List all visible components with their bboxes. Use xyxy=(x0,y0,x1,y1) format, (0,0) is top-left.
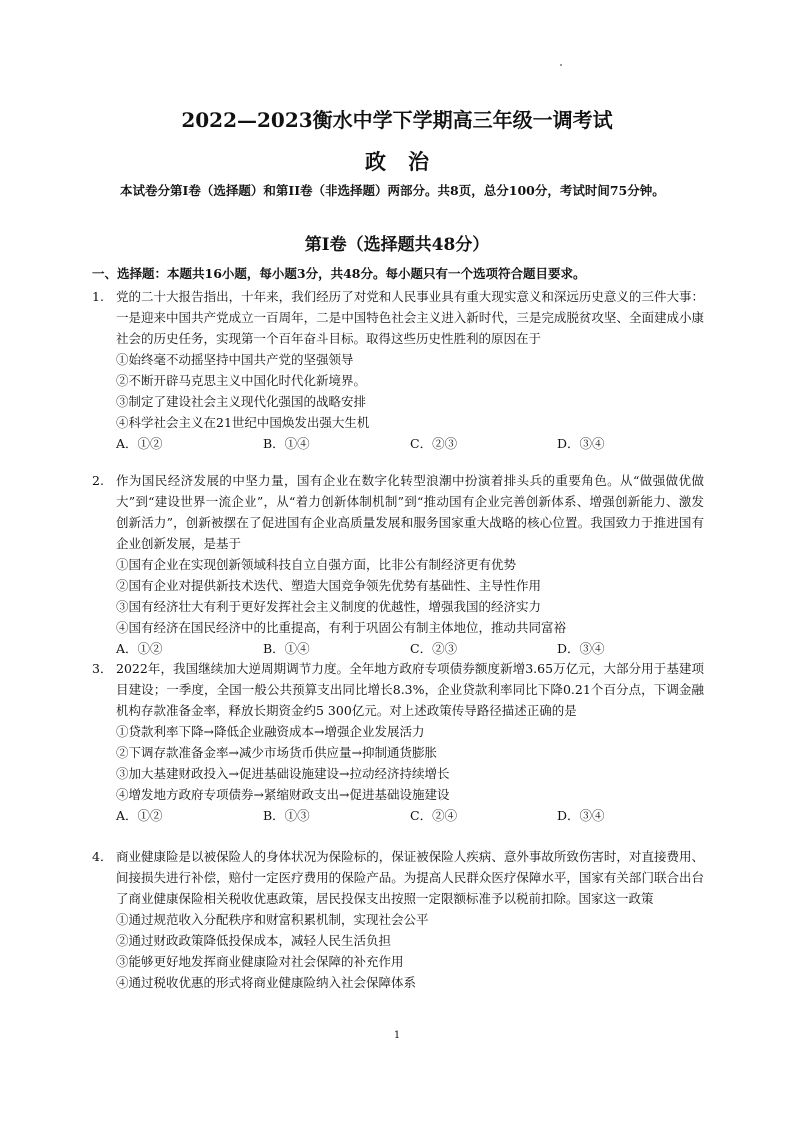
statement-option: ④通过税收优惠的形式将商业健康险纳入社会保障体系 xyxy=(116,975,417,990)
question-text: 党的二十大报告指出，十年来，我们经历了对党和人民事业具有重大现实意义和深远历史意义的三件大事：一是迎来中国共产党成立一百周年，二是中国特色社会主义进入新时代，三是完成脱贫攻坚、全面建成小康社会的历史任务，实现第一个百年奋斗目标。取得这些历史性胜利的原因在于 xyxy=(116,289,704,346)
question-number: 2. xyxy=(92,473,104,488)
choice-d: D．③④ xyxy=(557,436,605,451)
statement-option: ②通过财政政策降低投保成本，减轻人民生活负担 xyxy=(116,933,392,948)
section-title: 第I卷（选择题共48分） xyxy=(304,235,490,255)
choice-a: A．①② xyxy=(116,641,163,656)
question-number: 1. xyxy=(92,289,104,304)
choice-d: D．③④ xyxy=(557,808,605,823)
question-stem xyxy=(92,470,704,554)
question-2 xyxy=(92,470,704,659)
answer-choices xyxy=(92,433,704,454)
subject-title: 政治 xyxy=(365,149,451,174)
statement-option: ③国有经济壮大有利于更好发挥社会主义制度的优越性，增强我国的经济实力 xyxy=(116,599,542,614)
statement-option: ②不断开辟马克思主义中国化时代化新境界。 xyxy=(116,373,367,388)
statement-option: ③制定了建设社会主义现代化强国的战略安排 xyxy=(116,394,367,409)
statement-option: ①通过规范收入分配秩序和财富积累机制，实现社会公平 xyxy=(116,912,429,927)
choice-a: A．①② xyxy=(116,808,163,823)
statement-option: ③加大基建财政投入→促进基础设施建设→拉动经济持续增长 xyxy=(116,766,450,781)
statement-option: ①始终毫不动摇坚持中国共产党的坚强领导 xyxy=(116,352,354,367)
choice-c: C．②③ xyxy=(410,641,458,656)
choice-c: C．②④ xyxy=(410,808,458,823)
choice-b: B．①④ xyxy=(263,436,310,451)
statement-option: ③能够更好地发挥商业健康险对社会保障的补充作用 xyxy=(116,954,404,969)
question-number: 3． xyxy=(92,661,113,676)
statement-option: ①国有企业在实现创新领域科技自立自强方面，比非公有制经济更有优势 xyxy=(116,557,517,572)
statement-option: ④科学社会主义在21世纪中国焕发出强大生机 xyxy=(116,415,370,430)
question-number: 4． xyxy=(92,849,113,864)
choice-a: A．①② xyxy=(116,436,163,451)
choice-c: C．②③ xyxy=(410,436,458,451)
exam-intro: 本试卷分第I卷（选择题）和第II卷（非选择题）两部分。共8页，总分100分，考试时间75分钟。 xyxy=(120,183,665,198)
answer-choices xyxy=(92,638,704,659)
choice-d: D．③④ xyxy=(557,641,605,656)
statement-option: ②下调存款准备金率→减少市场货币供应量→抑制通货膨胀 xyxy=(116,745,437,760)
page-number: 1 xyxy=(393,1030,401,1041)
question-4 xyxy=(92,846,704,993)
choice-b: B．①③ xyxy=(263,808,310,823)
question-1 xyxy=(92,286,704,454)
statement-option: ②国有企业对提供新技术迭代、塑造大国竞争领先优势有基础性、主导性作用 xyxy=(116,578,542,593)
question-stem xyxy=(92,286,704,349)
statement-option: ①贷款利率下降→降低企业融资成本→增强企业发展活力 xyxy=(116,724,425,739)
section-instruction: 一、选择题：本题共16小题，每小题3分，共48分。每小题只有一个选项符合题目要求。 xyxy=(92,266,586,281)
choice-b: B．①④ xyxy=(263,641,310,656)
question-stem xyxy=(92,846,704,909)
question-text: 2022年，我国继续加大逆周期调节力度。全年地方政府专项债券额度新增3.65万亿元，大部分用于基建项目建设；一季度，全国一般公共预算支出同比增长8.3%，企业贷款利率同比下降0.21个百分点，下调金融机构存款准备金率，释放长期资金约5 300亿元。对上述政策传导路径描述正确的是 xyxy=(116,661,704,718)
answer-choices xyxy=(92,805,704,826)
statement-option: ④增发地方政府专项债券→紧缩财政支出→促进基础设施建设 xyxy=(116,787,450,802)
scan-speck xyxy=(560,64,562,66)
statement-option: ④国有经济在国民经济中的比重提高，有利于巩固公有制主体地位，推动共同富裕 xyxy=(116,620,567,635)
question-text: 商业健康险是以被保险人的身体状况为保险标的，保证被保险人疾病、意外事故所致伤害时，对直接费用、间接损失进行补偿，赔付一定医疗费用的保险产品。为提高人民群众医疗保障水平，国家有关部门联合出台了商业健康保险相关税收优惠政策，居民投保支出按照一定限额标准予以税前扣除。国家这一政策 xyxy=(116,849,704,906)
exam-title: 2022—2023衡水中学下学期高三年级一调考试 xyxy=(181,108,613,132)
question-text: 作为国民经济发展的中坚力量，国有企业在数字化转型浪潮中扮演着排头兵的重要角色。从“做强做优做大”到“建设世界一流企业”，从“着力创新体制机制”到“推动国有企业完善创新体系、增强创新能力、激发创新活力”，创新被摆在了促进国有企业高质量发展和服务国家重大战略的核心位置。我国致力于推进国有企业创新发展，是基于 xyxy=(116,473,704,551)
question-3 xyxy=(92,658,704,826)
question-stem xyxy=(92,658,704,721)
